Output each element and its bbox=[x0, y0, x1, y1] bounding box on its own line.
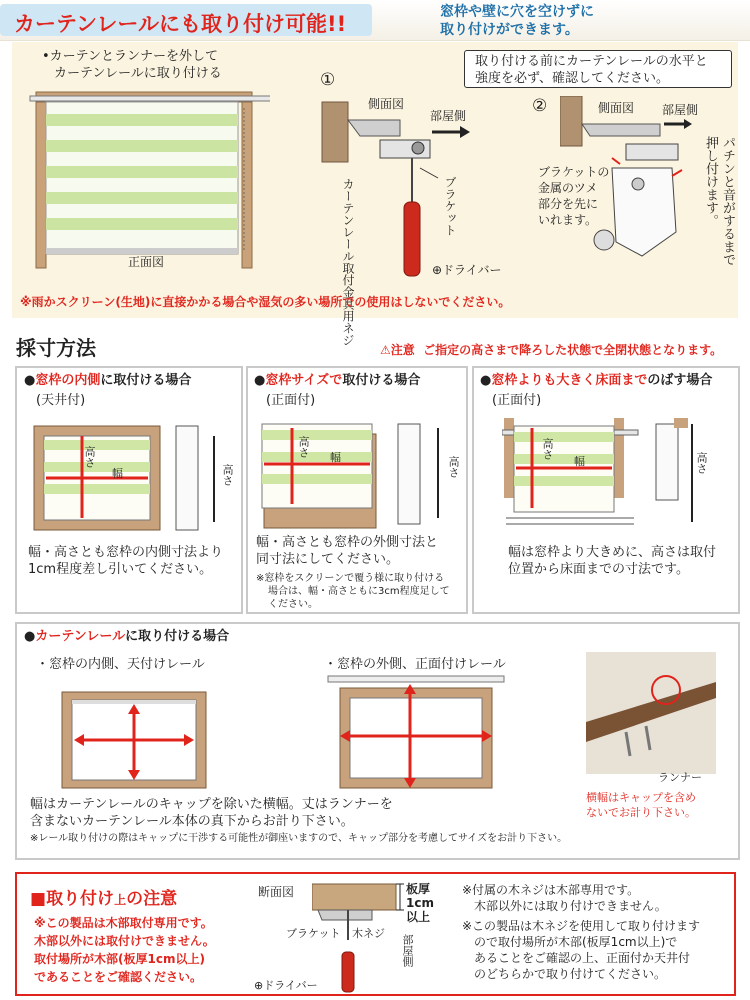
rail-photo bbox=[586, 652, 716, 774]
measure-title: 採寸方法 bbox=[16, 336, 96, 360]
rail-warning: ※雨かスクリーン(生地)に直接かかる場合や湿気の多い場所での使用はしないでください。 bbox=[20, 295, 511, 309]
step1-bracket-label: ブラケット bbox=[443, 176, 457, 236]
rail-case1-illustration bbox=[60, 690, 210, 790]
header-title: カーテンレールにも取り付け可能!! bbox=[14, 12, 347, 36]
install-room-label: 部屋側 bbox=[401, 934, 414, 967]
measure-box-floor-illustration bbox=[502, 414, 722, 534]
install-title: ■取り付け上の注意 bbox=[30, 889, 178, 909]
header-title-banner bbox=[0, 4, 372, 36]
measure-box-floor-side-height: 高さ bbox=[695, 452, 708, 474]
front-view-label: 正面図 bbox=[128, 255, 165, 269]
rail-case2-illustration bbox=[326, 674, 506, 790]
measure-box-frame-width: 幅 bbox=[330, 451, 341, 464]
notice-box: 取り付ける前にカーテンレールの水平と 強度を必ず、確認してください。 bbox=[464, 50, 732, 88]
measure-box-inside-height: 高さ bbox=[83, 446, 96, 468]
measure-box-floor-height: 高さ bbox=[541, 438, 554, 460]
measure-box-frame-note: ※窓枠をスクリーンで覆う様に取り付ける 場合は、幅・高さともに3cm程度足して ください。 bbox=[256, 573, 450, 610]
measure-box-inside-width: 幅 bbox=[112, 467, 123, 480]
step1-room-label: 部屋側 bbox=[430, 109, 467, 123]
front-view-illustration bbox=[20, 82, 270, 272]
step1-side-label: 側面図 bbox=[368, 97, 405, 111]
measure-box-frame-height: 高さ bbox=[297, 436, 310, 458]
rail-measure-small-note: ※レール取り付けの際はキャップに干渉する可能性が御座いますので、キャップ部分を考慮してサイズをお計り下さい。 bbox=[30, 833, 568, 844]
install-thickness: 板厚 1cm 以上 bbox=[406, 882, 434, 924]
step1-number: ① bbox=[320, 70, 336, 90]
step2-side-label: 側面図 bbox=[598, 101, 635, 115]
measure-caution: ⚠注意 ご指定の高さまで降ろした状態で全閉状態となります。 bbox=[380, 343, 723, 357]
header-subtitle: 窓枠や壁に穴を空けずに 取り付けができます。 bbox=[440, 4, 594, 38]
step1-screw-label: カーテンレール取付金具用ネジ bbox=[341, 178, 355, 346]
rail-measure-case2: ・窓枠の外側、正面付けレール bbox=[324, 657, 506, 672]
step1-driver-label: ⊕ドライバー bbox=[432, 263, 502, 277]
rail-measure-desc: 幅はカーテンレールのキャップを除いた横幅。丈はランナーを 含まないカーテンレール本体の真下からお計り下さい。 bbox=[30, 797, 393, 829]
runner-note: 横幅はキャップを含め ないでお計り下さい。 bbox=[586, 791, 696, 819]
measure-box-inside-title: ●窓枠の内側に取付ける場合 bbox=[24, 373, 192, 388]
measure-box-floor-desc: 幅は窓枠より大きめに、高さは取付 位置から床面までの寸法です。 bbox=[508, 545, 717, 577]
install-right-notes: ※付属の木ネジは木部専用です。 木部以外には取り付けできません。 ※この製品は木ネジを使用して取り付けます ので取付場所が木部(板厚1cm以上)で あることをご確認の上、正面付か天井付 のどちらかで取り付けてください。 bbox=[462, 883, 701, 981]
rail-measure-case1: ・窓枠の内側、天付けレール bbox=[36, 657, 205, 672]
measure-box-inside-desc: 幅・高さとも窓枠の内側寸法より 1cm程度差し引いてください。 bbox=[28, 545, 224, 577]
measure-box-frame-illustration bbox=[258, 418, 458, 534]
step2-room-label: 部屋側 bbox=[662, 103, 699, 117]
measure-box-floor-width: 幅 bbox=[574, 455, 585, 468]
measure-box-frame-side-height: 高さ bbox=[447, 456, 460, 478]
install-red-notes: ※この製品は木部取付専用です。 木部以外には取付けできません。 取付場所が木部(板厚1cm以上) であることをご確認ください。 bbox=[34, 916, 215, 984]
warning-triangle-icon: ⚠ bbox=[380, 343, 391, 357]
measure-box-frame-title: ●窓枠サイズで取付ける場合 bbox=[254, 373, 421, 388]
measure-box-frame-subtitle: (正面付) bbox=[266, 393, 316, 408]
rail-intro-text: •カーテンとランナーを外して カーテンレールに取り付ける bbox=[42, 49, 222, 81]
step2-number: ② bbox=[532, 96, 548, 116]
install-bracket-label: ブラケット bbox=[286, 927, 341, 940]
step2-click-text: パチンと音がするまで 押し付けます。 bbox=[703, 136, 735, 266]
measure-box-inside-side-height: 高さ bbox=[221, 464, 234, 486]
measure-box-floor-title: ●窓枠よりも大きく床面までのばす場合 bbox=[480, 373, 713, 388]
install-driver-label: ⊕ドライバー bbox=[254, 979, 318, 992]
measure-box-inside-subtitle: (天井付) bbox=[36, 393, 86, 408]
install-screw-label: 木ネジ bbox=[352, 927, 385, 940]
runner-label: ランナー bbox=[658, 771, 702, 784]
measure-box-inside-illustration bbox=[30, 422, 230, 542]
measure-box-frame-desc: 幅・高さとも窓枠の外側寸法と 同寸法にしてください。 bbox=[256, 535, 439, 567]
rail-measure-title: ●カーテンレールに取り付ける場合 bbox=[24, 629, 230, 644]
step2-claw-text: ブラケットの 金属のツメ 部分を先に いれます。 bbox=[538, 165, 610, 227]
measure-box-floor-subtitle: (正面付) bbox=[492, 393, 542, 408]
install-section-label: 断面図 bbox=[258, 885, 295, 899]
